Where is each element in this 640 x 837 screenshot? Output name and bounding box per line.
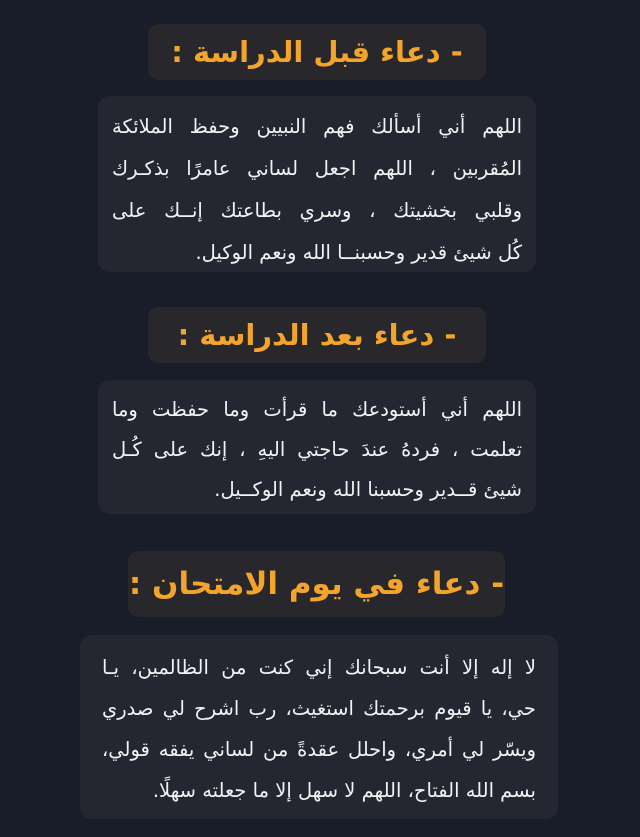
text-line: وقلبي بخشيتك ، وسري بطاعتك إنــك على (112, 199, 522, 222)
text-line: شيئ قــدير وحسبنا الله ونعم الوكــيل. (214, 478, 522, 501)
section-title-exam-day: - دعاء في يوم الامتحان : (128, 551, 505, 617)
text-line: اللهم أني أستودعك ما قرأت وما حفظت وما (112, 398, 522, 421)
text-line: تعلمت ، فردهُ عندَ حاجتي اليهِ ، إنك على كُـل (112, 438, 522, 461)
text-line: ويسّر لي أمري، واحلل عقدةً من لساني يفقه قولي، (102, 738, 536, 761)
section-title-before-study: - دعاء قبل الدراسة : (148, 24, 486, 80)
section-body-after-study (98, 380, 536, 514)
text-line: كُل شيئ قدير وحسبنــا الله ونعم الوكيل. (195, 241, 522, 264)
text-line: حي، يا قيوم برحمتك استغيث، رب اشرح لي صدري (102, 697, 536, 720)
section-title-after-study: - دعاء بعد الدراسة : (148, 307, 486, 363)
text-line: لا إله إلا أنت سبحانك إني كنت من الظالمين، يـا (102, 656, 536, 679)
text-line: المُقربين ، اللهم اجعل لساني عامرًا بذكـرك (112, 157, 522, 180)
section-body-exam-day (80, 635, 558, 819)
text-line: بسم الله الفتاح، اللهم لا سهل إلا ما جعلته سهلًا. (152, 779, 536, 802)
section-body-before-study (98, 96, 536, 272)
text-line: اللهم أني أسألك فهم النبيين وحفظ الملائكة (112, 115, 522, 138)
